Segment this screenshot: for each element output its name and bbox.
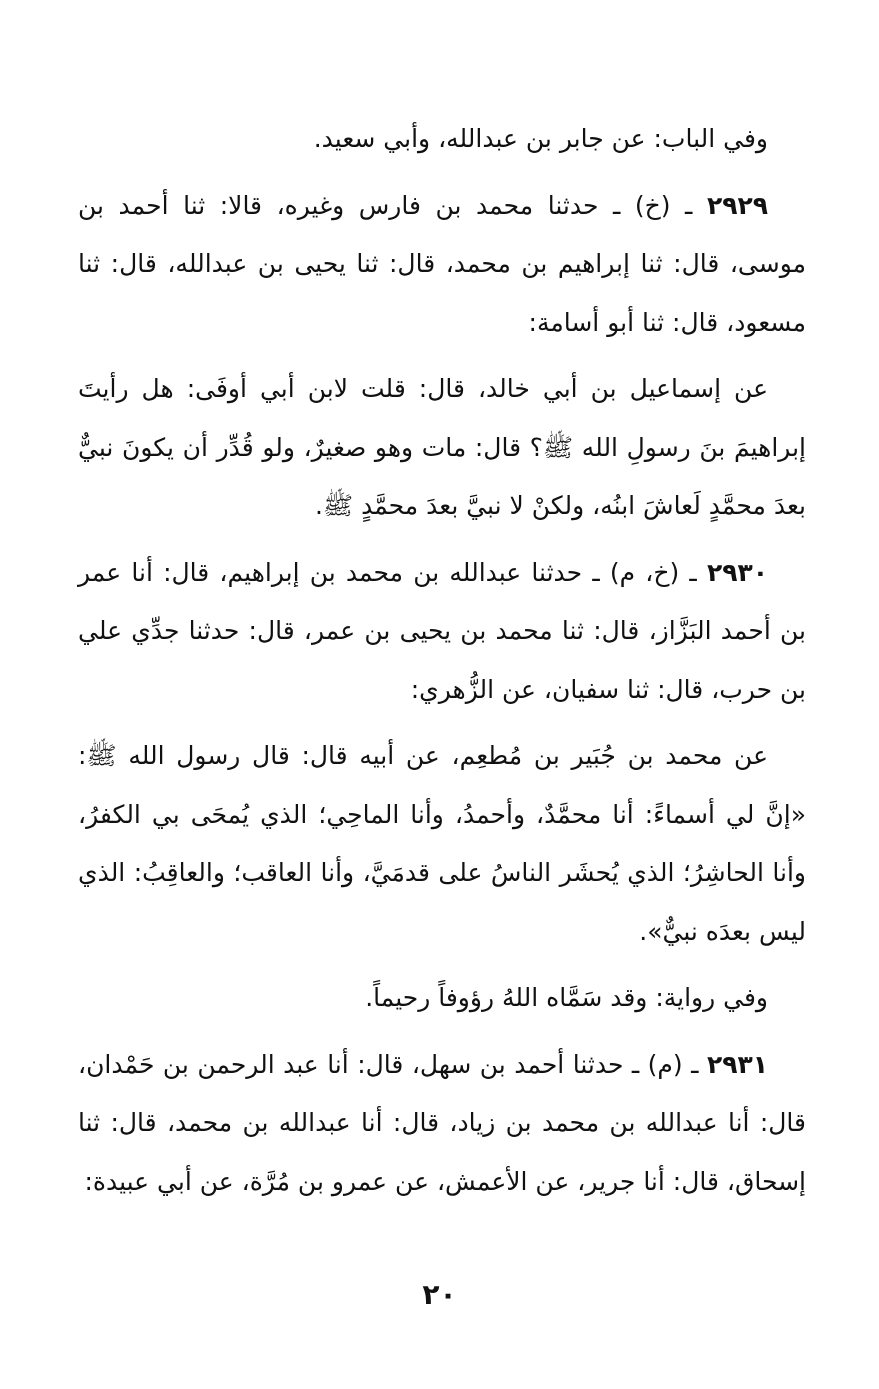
hadith-number: ٢٩٣١: [706, 1049, 768, 1079]
paragraph-matn-2930: [78, 727, 806, 961]
hadith-number: ٢٩٢٩: [706, 190, 768, 220]
paragraph-text: عن إسماعيل بن أبي خالد، قال: قلت لابن أبي أوفَى: هل رأيتَ إبراهيمَ بنَ رسولِ الله ﷺ؟ قال: مات وهو صغيرٌ، ولو قُدِّر أن يكونَ نبيٌّ بعدَ محمَّدٍ لَعاشَ ابنُه، ولكنْ لا نبيَّ بعدَ محمَّدٍ ﷺ.: [78, 374, 806, 520]
paragraph-text: ـ (م) ـ حدثنا أحمد بن سهل، قال: أنا عبد الرحمن بن حَمْدان، قال: أنا عبدالله بن محمد بن زياد، قال: أنا عبدالله بن محمد، قال: ثنا إسحاق، قال: أنا جرير، عن الأعمش، عن عمرو بن مُرَّة، عن أبي عبيدة:: [78, 1049, 806, 1196]
page-number: ٢٠: [422, 1278, 457, 1311]
paragraph-hadith-2930: [78, 544, 806, 720]
hadith-number: ٢٩٣٠: [706, 557, 768, 587]
paragraph-riwaya: [78, 969, 806, 1028]
paragraph-text: وفي رواية: وقد سَمَّاه اللهُ رؤوفاً رحيماً.: [365, 983, 768, 1012]
paragraph-text: ـ (خ) ـ حدثنا محمد بن فارس وغيره، قالا: ثنا أحمد بن موسى، قال: ثنا إبراهيم بن محمد، قال: ثنا يحيى بن عبدالله، قال: ثنا مسعود، قال: ثنا أبو أسامة:: [78, 190, 806, 337]
paragraph-hadith-2931: [78, 1036, 806, 1212]
paragraph-hadith-2929: [78, 177, 806, 353]
paragraph-text: وفي الباب: عن جابر بن عبدالله، وأبي سعيد.: [313, 124, 768, 153]
paragraph-text: عن محمد بن جُبَير بن مُطعِم، عن أبيه قال: قال رسول الله ﷺ: «إنَّ لي أسماءً: أنا محمَّدٌ، وأحمدُ، وأنا الماحِي؛ الذي يُمحَى بي الكفرُ، وأنا الحاشِرُ؛ الذي يُحشَر الناسُ على قدمَيَّ، وأنا العاقب؛ والعاقِبُ: الذي ليس بعدَه نبيٌّ».: [78, 741, 806, 946]
paragraph-text: ـ (خ، م) ـ حدثنا عبدالله بن محمد بن إبراهيم، قال: أنا عمر بن أحمد البَزَّاز، قال: ثنا محمد بن يحيى بن عمر، قال: حدثنا جدِّي علي بن حرب، قال: ثنا سفيان، عن الزُّهري:: [78, 557, 806, 704]
page-body: [78, 110, 806, 1211]
paragraph-matn-2929: [78, 360, 806, 536]
paragraph-bab: [78, 110, 806, 169]
